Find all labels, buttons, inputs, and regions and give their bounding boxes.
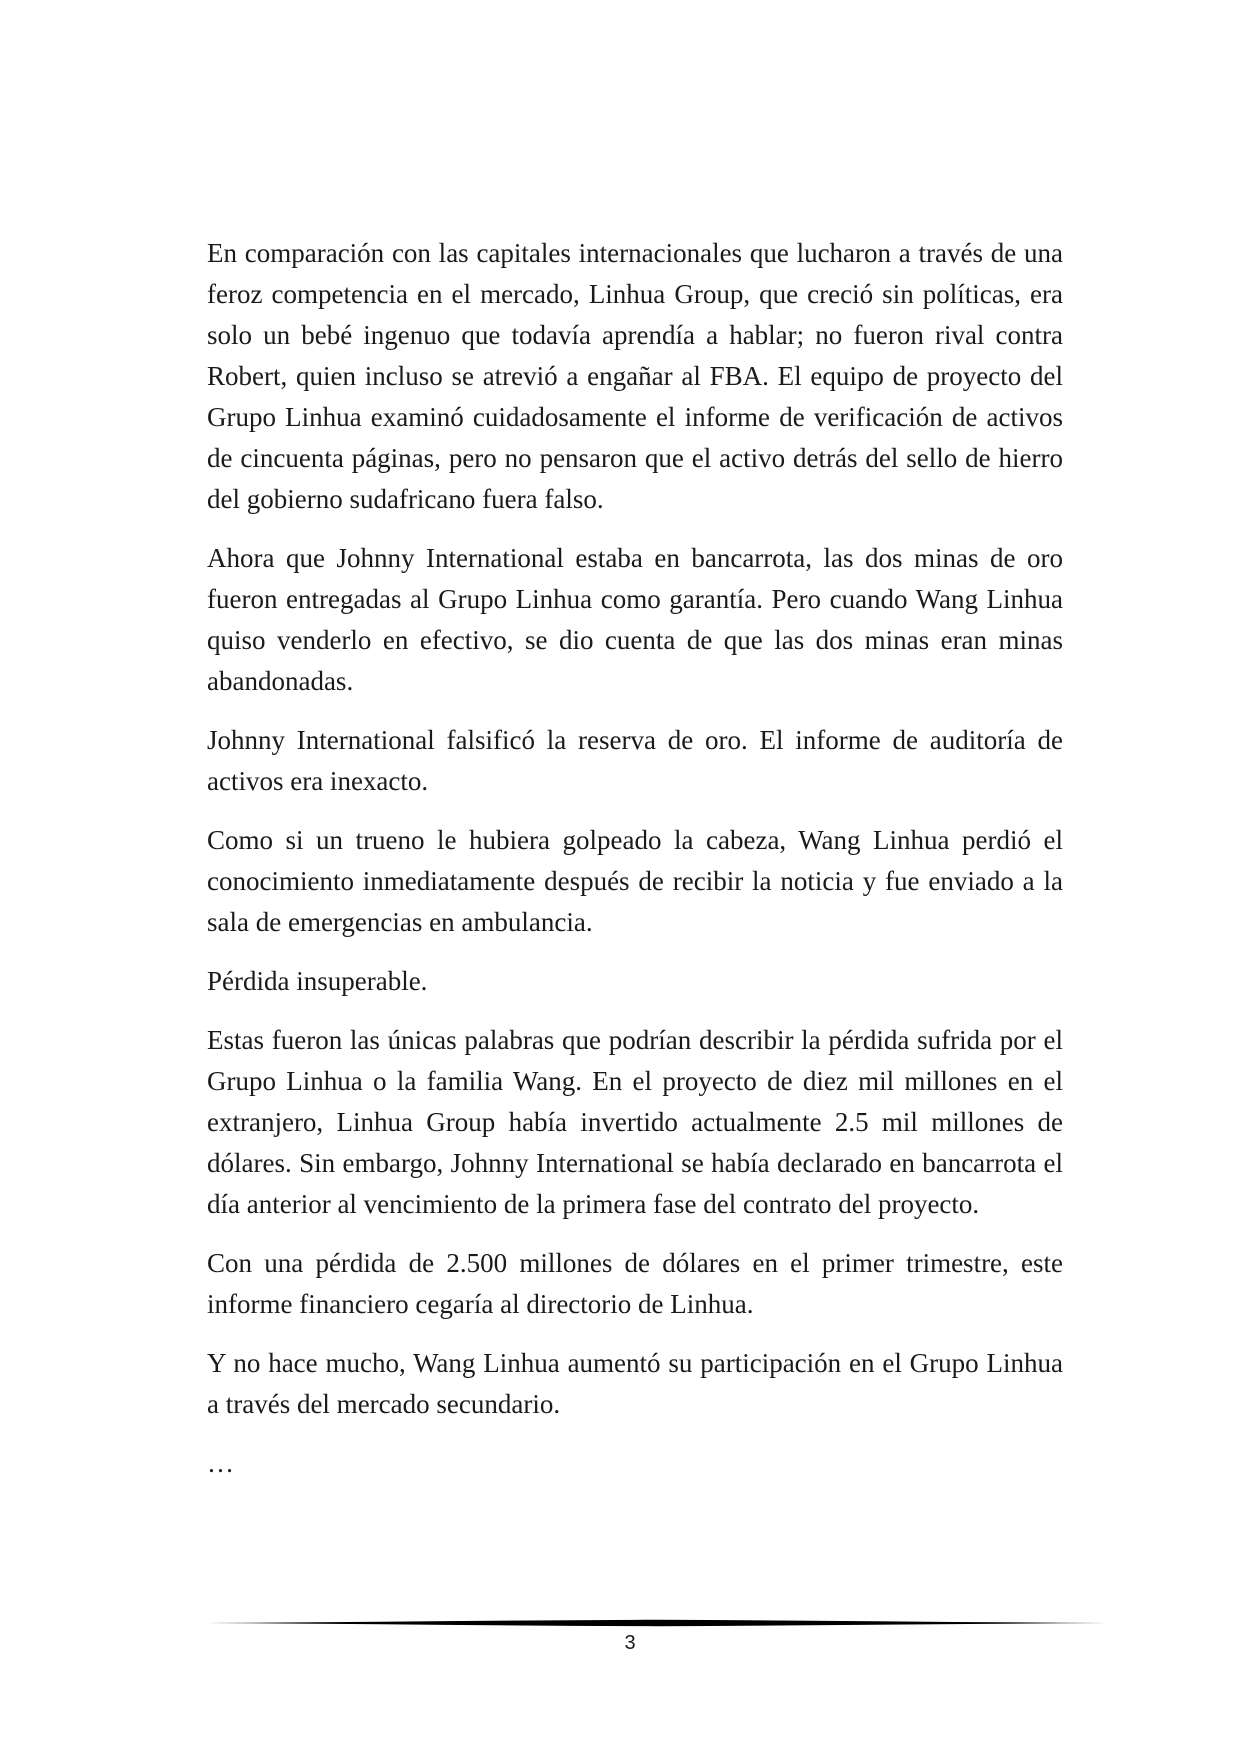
page-number: 3	[624, 1632, 636, 1654]
footer-rule	[207, 1617, 1107, 1629]
paragraph-6: Estas fueron las únicas palabras que podrían describir la pérdida sufrida por el Grupo Linhua o la familia Wang. En el proyecto de diez mil millones en el extranjero, Linhua Group había invertido actualmente 2.5 mil millones de dólares. Sin embargo, Johnny International se había declarado en bancarrota el día anterior al vencimiento de la primera fase del contrato del proyecto.	[207, 1025, 1063, 1219]
paragraph-4: Como si un trueno le hubiera golpeado la cabeza, Wang Linhua perdió el conocimiento inmediatamente después de recibir la noticia y fue enviado a la sala de emergencias en ambulancia.	[207, 825, 1063, 937]
paragraph-1: En comparación con las capitales internacionales que lucharon a través de una feroz competencia en el mercado, Linhua Group, que creció sin políticas, era solo un bebé ingenuo que todavía aprendía a hablar; no fueron rival contra Robert, quien incluso se atrevió a engañar al FBA. El equipo de proyecto del Grupo Linhua examinó cuidadosamente el informe de verificación de activos de cincuenta páginas, pero no pensaron que el activo detrás del sello de hierro del gobierno sudafricano fuera falso.	[207, 238, 1063, 514]
body-text	[207, 233, 1063, 1502]
paragraph-3: Johnny International falsificó la reserva de oro. El informe de auditoría de activos era inexacto.	[207, 725, 1063, 796]
paragraph-2: Ahora que Johnny International estaba en bancarrota, las dos minas de oro fueron entregadas al Grupo Linhua como garantía. Pero cuando Wang Linhua quiso venderlo en efectivo, se dio cuenta de que las dos minas eran minas abandonadas.	[207, 543, 1063, 696]
paragraph-5: Pérdida insuperable.	[207, 966, 428, 996]
paragraph-ellipsis: …	[207, 1448, 234, 1478]
paragraph-7: Con una pérdida de 2.500 millones de dólares en el primer trimestre, este informe financiero cegaría al directorio de Linhua.	[207, 1248, 1063, 1319]
paragraph-8: Y no hace mucho, Wang Linhua aumentó su participación en el Grupo Linhua a través del mercado secundario.	[207, 1348, 1063, 1419]
